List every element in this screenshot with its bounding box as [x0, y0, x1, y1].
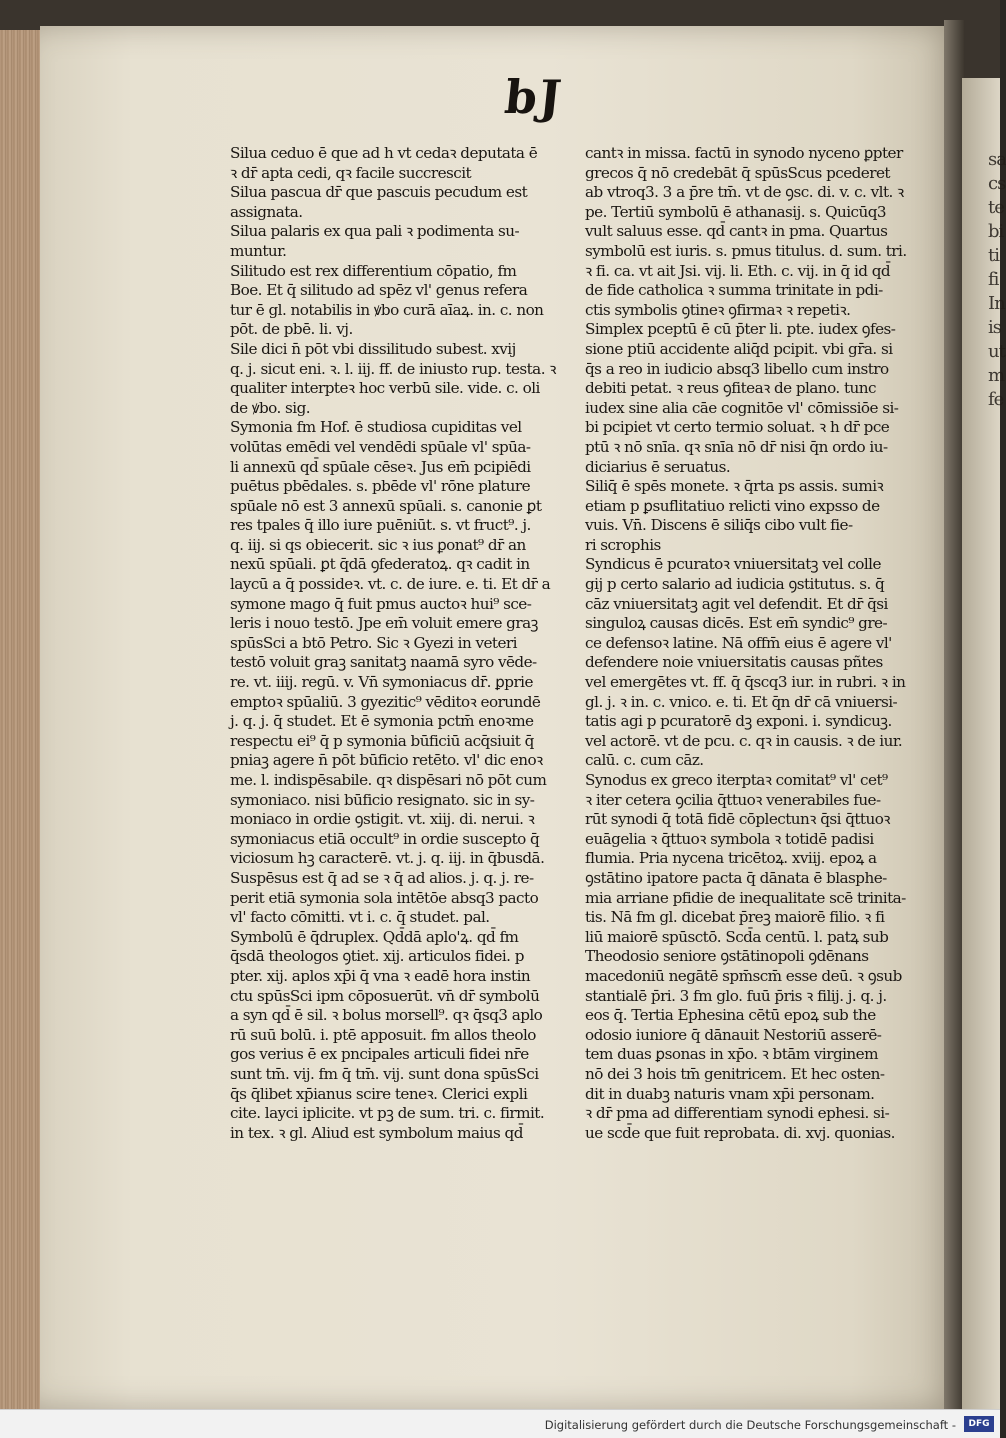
text-line: rūt synodi q̄ totā fidē cōplectunꝛ q̄si q̄ttuoꝛ — [585, 810, 890, 829]
text-line: flumia. Pria nycena tricētoꝝ. xviij. epoꝝ a — [585, 849, 877, 868]
text-line: Silua pascua dr̄ que pascuis pecudum est — [230, 183, 528, 202]
text-line: debiti petat. ꝛ reus ꝯfiteaꝛ de plano. tunc — [585, 379, 876, 398]
text-line: singuloꝝ causas dicēs. Est em̄ syndic⁹ gre- — [585, 614, 888, 633]
dfg-logo: DFG — [964, 1416, 994, 1432]
text-line: ptū ꝛ nō snīa. qꝛ snīa nō dr̄ nisi q̄n ordo iu- — [585, 437, 888, 456]
text-line: Boe. Et q̄ silitudo ad spēz vl' genus refera — [230, 281, 528, 300]
text-line: pniaꝫ agere n̄ pōt būficio retēto. vl' dic enoꝛ — [230, 751, 543, 770]
text-line: muntur. — [230, 241, 287, 260]
text-line: mia arriane pfidie de inequalitate scē trinita- — [585, 888, 906, 907]
text-line: j. q. j. q̄ studet. Et ē symonia pctm̄ enoꝛme — [230, 712, 534, 731]
text-line: viciosum hꝫ caracterē. vt. j. q. iij. in q̄busdā. — [230, 849, 545, 868]
text-line: tem duas ꝑsonas in xp̄o. ꝛ btām virginem — [585, 1045, 878, 1064]
text-line: spūsSci a btō Petro. Sic ꝛ Gyezi in veteri — [230, 633, 517, 652]
text-line: pe. Tertiū symbolū ē athanasij. s. Quicūq3 — [585, 202, 887, 221]
text-line: eos q̄. Tertia Ephesina cētū epoꝝ sub the — [585, 1006, 876, 1025]
text-line: Symbolū ē q̄druplex. Qd̄dā aplo'ꝝ. qd̄ fm — [230, 927, 519, 946]
text-line: li annexū qd̄ spūale cēseꝛ. Jus em̄ pcipiēdi — [230, 457, 531, 476]
text-line: pōt. de pbē. li. vj. — [230, 320, 353, 339]
text-line: res tpales q̄ illo iure puēniūt. s. vt fruct⁹. j. — [230, 516, 531, 535]
text-line: tatis agi p pcuratorē dꝫ exponi. i. syndicuꝫ. — [585, 712, 892, 731]
text-line: q̄sdā theologos ꝯtiet. xij. articulos fidei. p — [230, 947, 524, 966]
text-line: qualiter interpteꝛ hoc verbū sile. vide. c. oli — [230, 379, 540, 398]
text-line: me. l. indispēsabile. qꝛ dispēsari nō pōt cum — [230, 771, 547, 789]
text-line: gos verius ē ex pncipales articuli fidei nr̄e — [230, 1045, 529, 1064]
facing-page-fragment: sa cs te bi ti fi In is ut m fe — [988, 149, 1006, 410]
text-line: assignata. — [230, 202, 303, 221]
text-line: spūale nō est 3 annexū spūali. s. canonie ꝑt — [230, 496, 542, 515]
text-line: Simplex pceptū ē cū p̄ter li. pte. iudex ꝯfes- — [585, 320, 896, 339]
text-line: calū. c. cum cāz. — [585, 751, 704, 770]
text-line: grecos q̄ nō credebāt q̄ spūsScus pcederet — [585, 163, 890, 182]
text-line: ꝛ dr̄ pma ad differentiam synodi ephesi. si- — [585, 1104, 890, 1123]
text-line: pter. xij. aplos xp̄i q̄ vna ꝛ eadē hora instin — [230, 966, 531, 985]
text-line: cāz vniuersitatꝫ agit vel defendit. Et dr̄ q̄si — [585, 594, 888, 613]
text-line: Silua palaris ex qua pali ꝛ podimenta su- — [230, 222, 520, 241]
funding-footer — [0, 1409, 1000, 1438]
text-line: cantꝛ in missa. factū in synodo nyceno ꝑpter — [585, 144, 903, 162]
text-line: leris i nouo testō. Jpe em̄ voluit emere graꝫ — [230, 614, 538, 633]
text-line: vl' facto cōmitti. vt i. c. q̄ studet. pal. — [230, 908, 490, 927]
text-line: rū suū bolū. i. ptē apposuit. fm allos theolo — [230, 1025, 536, 1044]
folio-signature: bJ — [502, 70, 566, 124]
text-line: ꝛ fi. ca. vt ait Jsi. vij. li. Eth. c. vij. in q̄ id qd̄ — [585, 261, 891, 280]
text-line: symoniacus etiā occult⁹ in ordie suscepto q̄ — [230, 829, 540, 848]
text-line: iudex sine alia cāe cognitōe vl' cōmissiōe si- — [585, 398, 899, 417]
left-text-column — [230, 144, 560, 1143]
text-line: q. iij. si qs obiecerit. sic ꝛ ius ꝑonat⁹ dr̄ an — [230, 535, 526, 554]
text-line: etiam p ꝑsuflitatiuo relicti vino expsso de — [585, 496, 880, 515]
text-line: nexū spūali. ꝑt q̄dā ꝯfederatoꝝ. qꝛ cadit in — [230, 555, 530, 574]
text-line: vuis. Vn̄. Discens ē siliq̄s cibo vult fie- — [585, 516, 853, 535]
text-line: Silua ceduo ē que ad h vt cedaꝛ deputata ē — [230, 144, 538, 162]
text-line: ri scrophis — [585, 535, 661, 554]
text-line: vel actorē. vt de pcu. c. qꝛ in causis. ꝛ de iur. — [585, 731, 903, 750]
footer-text: Digitalisierung gefördert durch die Deutsche Forschungsgemeinschaft - — [544, 1418, 956, 1432]
text-line: ue scd̄e que fuit reprobata. di. xvj. quonias. — [585, 1123, 895, 1142]
text-line: q̄s a reo in iudicio absq3 libello cum instro — [585, 359, 889, 378]
text-line: ꝛ dr̄ apta cedi, qꝛ facile succrescit — [230, 163, 472, 182]
text-line: macedoniū negātē spm̄scm̄ esse deū. ꝛ ꝯsub — [585, 966, 902, 985]
text-line: ctu spūsSci ipm cōposuerūt. vn̄ dr̄ symbolū — [230, 986, 540, 1005]
text-line: cite. layci iplicite. vt pꝫ de sum. tri. c. firmit. — [230, 1104, 545, 1123]
text-line: testō voluit graꝫ sanitatꝫ naamā syro vēde- — [230, 653, 537, 672]
text-line: nō dei 3 hois tm̄ genitricem. Et hec osten- — [585, 1064, 885, 1083]
text-line: ctis symbolis ꝯtineꝛ ꝯfirmaꝛ ꝛ repetiꝛ. — [585, 300, 851, 319]
text-line: de ꝟbo. sig. — [230, 398, 311, 417]
text-line: tur ē gl. notabilis in ꝟbo curā aīaꝝ. in. c. non — [230, 300, 544, 319]
text-line: ab vtroq3. 3 a p̄re tm̄. vt de ꝯsc. di. v. c. vlt. ꝛ — [585, 183, 904, 202]
text-line: q̄s q̄libet xp̄ianus scire teneꝛ. Clerici expli — [230, 1084, 528, 1103]
right-text-column — [585, 144, 910, 1143]
text-line: dit in duabꝫ naturis vnam xp̄i personam. — [585, 1084, 875, 1103]
text-line: sunt tm̄. vij. fm q̄ tm̄. vij. sunt dona spūsSci — [230, 1064, 539, 1083]
text-line: respectu ei⁹ q̄ p symonia būficiū acq̄siuit q̄ — [230, 731, 534, 750]
text-line: volūtas emēdi vel vendēdi spūale vl' spūa- — [230, 437, 531, 456]
text-line: odosio iuniore q̄ dānauit Nestoriū asserē- — [585, 1025, 882, 1044]
text-line: a syn qd̄ ē sil. ꝛ bolus morsell⁹. qꝛ q̄sq3 aplo — [230, 1006, 543, 1025]
text-line: emptoꝛ spūaliū. 3 gyezitic⁹ vēditoꝛ eorundē — [230, 692, 541, 711]
book-gutter — [944, 20, 964, 1409]
text-line: re. vt. iiij. regū. v. Vn̄ symoniacus dr̄. ꝑprie — [230, 673, 533, 692]
text-line: Suspēsus est q̄ ad se ꝛ q̄ ad alios. j. q. j. re- — [230, 868, 534, 887]
facing-page — [962, 78, 1006, 1409]
text-line: laycū a q̄ possideꝛ. vt. c. de iure. e. ti. Et dr̄ a — [230, 575, 551, 594]
text-line: Sile dici n̄ pōt vbi dissilitudo subest. xvij — [230, 339, 516, 358]
text-line: ꝯstātino ipatore pacta q̄ dānata ē blasphe- — [585, 868, 887, 887]
text-line: vult saluus esse. qd̄ cantꝛ in pma. Quartus — [585, 222, 888, 241]
text-line: symone mago q̄ fuit pmus auctoꝛ hui⁹ sce- — [230, 594, 532, 613]
text-line: Syndicus ē pcuratoꝛ vniuersitatꝫ vel colle — [585, 555, 881, 574]
text-line: perit etiā symonia sola intētōe absq3 pacto — [230, 888, 539, 907]
text-line: Symonia fm Hof. ē studiosa cupiditas vel — [230, 418, 522, 437]
text-line: gij p certo salario ad iudicia ꝯstitutus. s. q̄ — [585, 575, 885, 594]
text-line: gl. j. ꝛ in. c. vnico. e. ti. Et q̄n dr̄ cā vniuersi- — [585, 692, 898, 711]
text-line: ꝛ iter cetera ꝯcilia q̄ttuoꝛ venerabiles fue- — [585, 790, 881, 809]
text-line: symbolū est iuris. s. pmus titulus. d. sum. tri. — [585, 241, 907, 260]
text-line: defendere noie vniuersitatis causas pñtes — [585, 653, 883, 672]
text-line: q. j. sicut eni. ꝛ. l. iij. ff. de iniusto rup. testa. ꝛ — [230, 359, 556, 378]
text-line: Synodus ex greco iterptaꝛ comitat⁹ vl' cet⁹ — [585, 771, 888, 789]
text-line: diciarius ē seruatus. — [585, 457, 731, 476]
text-line: liū maiorē spūsctō. Scd̄a centū. l. patꝝ sub — [585, 927, 889, 946]
text-line: de fide catholica ꝛ summa trinitate in pdi- — [585, 281, 883, 300]
text-line: euāgelia ꝛ q̄ttuoꝛ symbola ꝛ totidē padisi — [585, 829, 874, 848]
text-line: puētus pbēdales. s. pbēde vl' rōne plature — [230, 477, 531, 496]
text-line: sione ptiū accidente aliq̄d pcipit. vbi gr̄a. si — [585, 339, 893, 358]
text-line: symoniaco. nisi būficio resignato. sic in sy- — [230, 790, 535, 809]
text-line: tis. Nā fm gl. dicebat p̄reꝫ maiorē filio. ꝛ fi — [585, 908, 885, 927]
text-line: bi pcipiet vt certo termio soluat. ꝛ h dr̄ pce — [585, 418, 890, 437]
text-line: Siliq̄ ē spēs monete. ꝛ q̄rta ps assis. sumiꝛ — [585, 477, 884, 496]
text-line: Theodosio seniore ꝯstātinopoli ꝯdēnans — [585, 947, 869, 966]
text-line: vel emergētes vt. ff. q̄ q̄scq3 iur. in rubri. ꝛ in — [585, 673, 906, 692]
text-line: moniaco in ordie ꝯstigit. vt. xiij. di. nerui. ꝛ — [230, 810, 535, 829]
text-line: in tex. ꝛ gl. Aliud est symbolum maius qd̄ — [230, 1123, 523, 1142]
text-line: stantialē p̄ri. 3 fm glo. fuū p̄ris ꝛ filij. j. q. j. — [585, 986, 887, 1005]
text-line: Silitudo est rex differentium cōpatio, fm — [230, 261, 517, 280]
text-line: ce defensoꝛ latine. Nā offm̄ eius ē agere vl' — [585, 633, 892, 652]
